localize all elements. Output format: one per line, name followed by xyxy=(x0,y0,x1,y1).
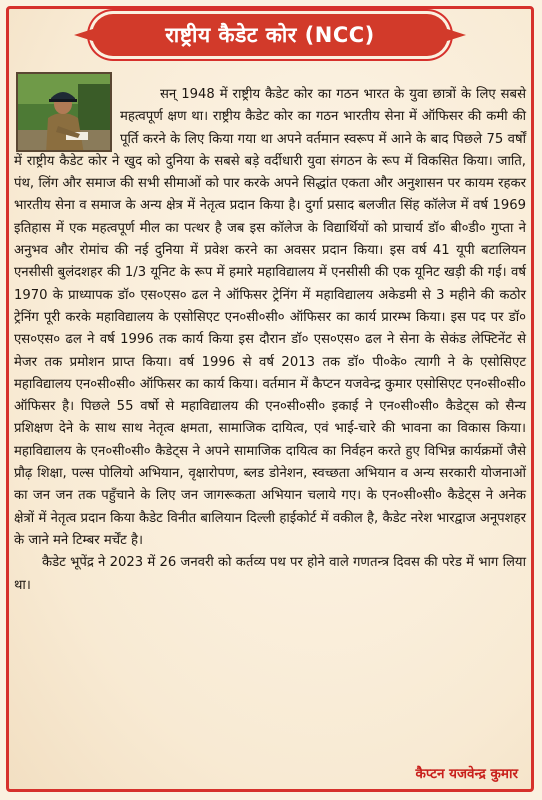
author-signature: कैप्टन यजवेन्द्र कुमार xyxy=(415,766,518,782)
title-banner xyxy=(92,14,448,56)
photo-spacer xyxy=(14,84,120,148)
article-body xyxy=(14,84,526,597)
article-paragraph-2: कैडेट भूपेंद्र ने 2023 में 26 जनवरी को कर्तव्य पथ पर होने वाले गणतन्त्र दिवस की परेड में भाग लिया था। xyxy=(14,555,526,593)
article-paragraph-1: सन् 1948 में राष्ट्रीय कैडेट कोर का गठन भारत के युवा छात्रों के लिए सबसे महत्वपूर्ण क्षण था। राष्ट्रीय कैडेट कोर का गठन भारतीय सेना में ऑफिसर की कमी की पूर्ति करने के लिए किया गया था अपने वर्तमान स्वरूप में आने के बाद पिछले 75 वर्षों में राष्ट्रीय कैडेट कोर ने खुद को दुनिया के सबसे बड़े वर्दीधारी युवा संगठन के रूप में विकसित किया। जाति, पंथ, लिंग और समाज की सभी सीमाओं को पार करके अपने सिद्धांत एकता और अनुशासन पर कायम रहकर भारतीय सेना व समाज के अन्य क्षेत्र में नेतृत्व प्रदान किया है। दुर्गा प्रसाद बलजीत सिंह कॉलेज में वर्ष 1969 इतिहास में एक महत्वपूर्ण मील का पत्थर है जब इस कॉलेज के विद्यार्थियों को प्राचार्य डॉ० बी०डी० गुप्ता ने अनुभव और रोमांच की नई दुनिया में प्रवेश करने का अवसर प्रदान किया। इस वर्ष 41 यूपी बटालियन एनसीसी बुलंदशहर की 1/3 यूनिट के रूप में हमारे महाविद्यालय में एनसीसी की एक यूनिट खड़ी की गई। वर्ष 1970 के प्राध्यापक डॉ० एस०एस० ढल ने ऑफिसर ट्रेनिंग में महाविद्यालय अकेडमी से 3 महीने की कठोर ट्रेनिंग पूरी करके महाविद्यालय के एसोसिएट एन०सी०सी० ऑफिसर का कार्य प्रारम्भ किया। इस पद पर डॉ० एस०एस० ढल ने वर्ष 1996 तक कार्य किया इस दौरान डॉ० एस०एस० ढल ने सेना के सेकंड लेफ्टिनेंट से मेजर तक प्रमोशन प्राप्त किया। वर्ष 1996 से वर्ष 2013 तक डॉ० पी०के० त्यागी ने के एसोसिएट महाविद्यालय एन०सी०सी० ऑफिसर का कार्य किया। वर्तमान में कैप्टन यजवेन्द्र कुमार एसोसिएट एन०सी०सी० ऑफिसर है। पिछले 55 वर्षो से महाविद्यालय की एन०सी०सी० इकाई ने एन०सी०सी० कैडेट्स को सैन्य प्रशिक्षण देने के साथ साथ नेतृत्व क्षमता, सामाजिक दायित्व, एवं भाई-चारे की भावना का विकास किया। महाविद्यालय के एन०सी०सी० कैडेट्स ने अपने सामाजिक दायित्व का निर्वहन करते हुए विभिन्न कार्यक्रमों जैसे प्रौढ़ शिक्षा, पल्स पोलियो अभियान, वृक्षारोपण, ब्लड डोनेशन, स्वच्छता अभियान व अन्य सरकारी योजनाओं का जन जन तक पहुँचाने के लिए जन जागरूकता अभियान चलाये गए। के एन०सी०सी० कैडेट्स ने अनेक क्षेत्रों में नेतृत्व प्रदान किया कैडेट विनीत बालियान दिल्ली हाईकोर्ट में वकील है, कैडेट नरेश भारद्वाज अनूपशहर के जाने मने टिम्बर मर्चेंट है। xyxy=(14,87,526,548)
page-title: राष्ट्रीय कैडेट कोर (NCC) xyxy=(165,23,375,47)
